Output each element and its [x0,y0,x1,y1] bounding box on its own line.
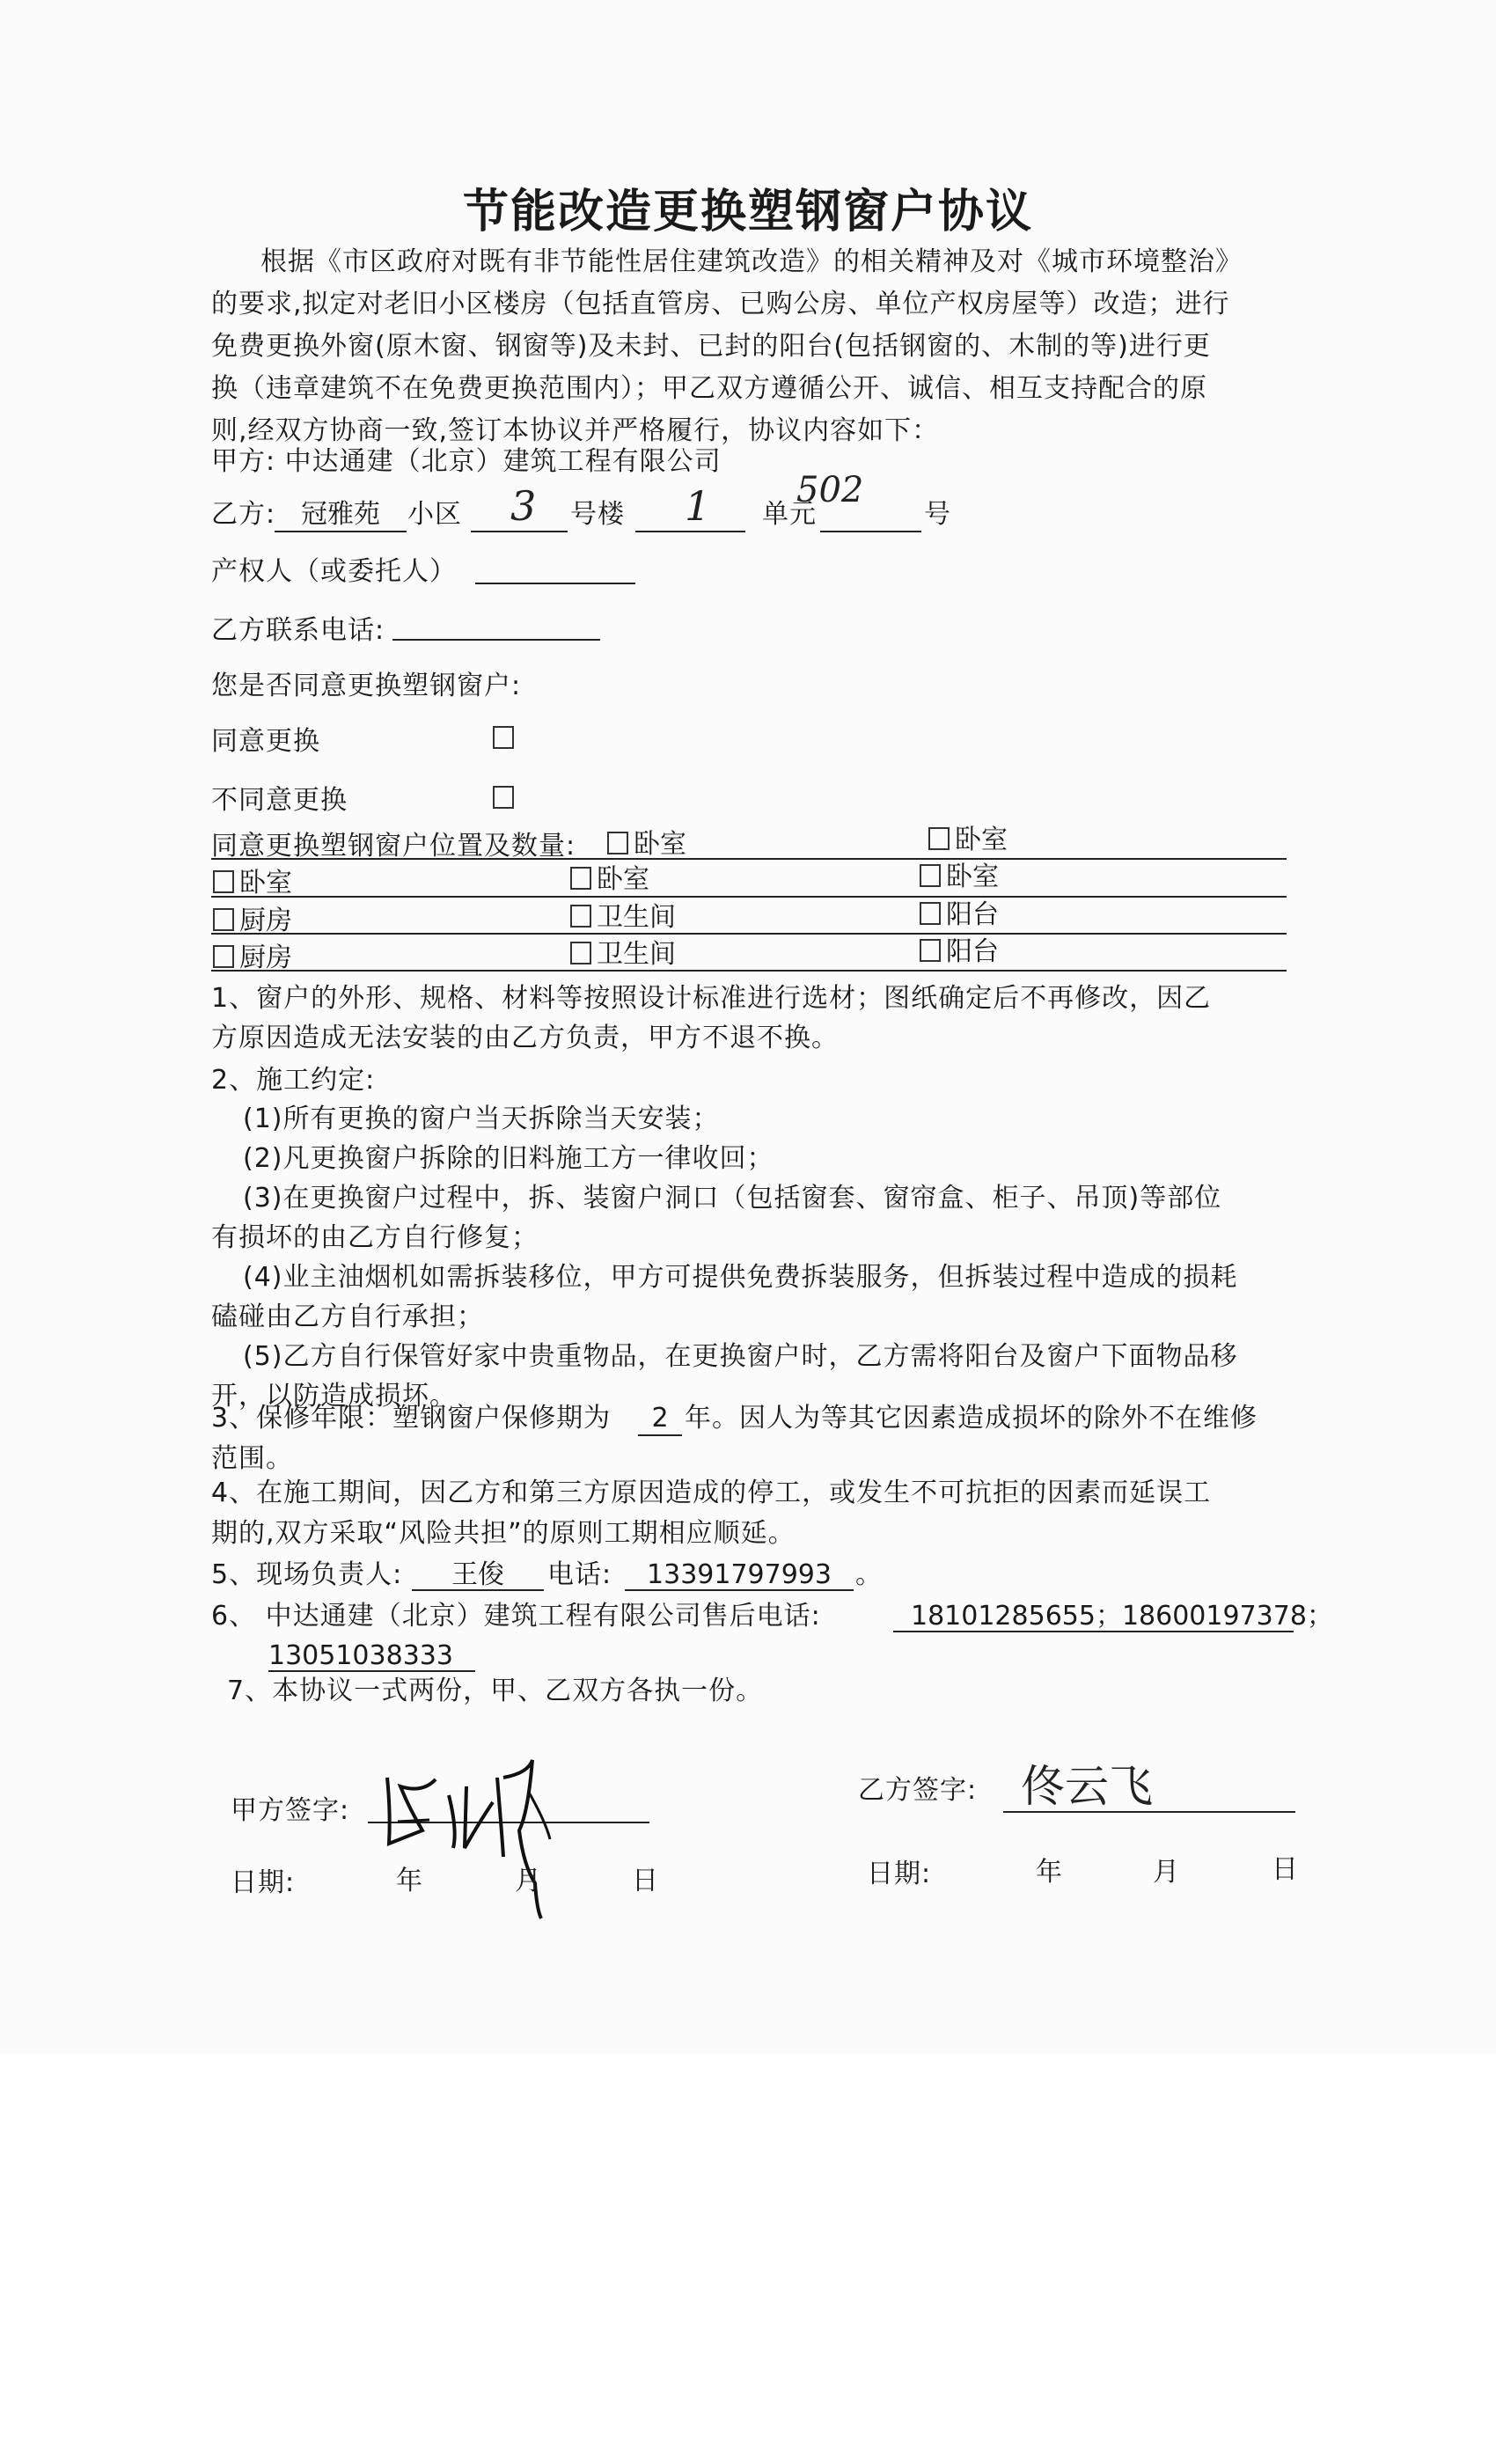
room-checkbox-6[interactable] [213,908,234,931]
clause-6-prefix: 6、 中达通建（北京）建筑工程有限公司售后电话: [211,1601,821,1632]
room-checkbox-8[interactable] [920,902,941,925]
party-a-date-label: 日期: [231,1867,296,1898]
site-manager-underline [412,1589,544,1591]
question-label: 您是否同意更换塑钢窗户: [211,671,522,701]
party-a-month: 月 [515,1866,542,1896]
disagree-label: 不同意更换 [211,785,348,816]
room-checkbox-10[interactable] [570,942,591,964]
clause-2-3-line-2: 有损坏的由乙方自行修复； [211,1222,539,1253]
party-a-day: 日 [632,1866,659,1896]
room-balcony-2: 阳台 [946,936,999,967]
clause-1-line-1: 1、窗户的外形、规格、材料等按照设计标准进行选材；图纸确定后不再修改，因乙 [211,983,1212,1014]
warranty-years: 2 [651,1403,669,1434]
intro-line-3: 免费更换外窗(原木窗、钢窗等)及未封、已封的阳台(包括钢窗的、木制的等)进行更 [211,331,1211,362]
site-phone-underline [625,1589,854,1591]
clause-2-4-line-1: (4)业主油烟机如需拆装移位，甲方可提供免费拆装服务，但拆装过程中造成的损耗 [243,1262,1238,1293]
site-phone: 13391797993 [647,1559,832,1590]
clause-2-4-line-2: 磕碰由乙方自行承担； [211,1302,484,1332]
intro-line-4: 换（违章建筑不在免费更换范围内）；甲乙双方遵循公开、诚信、相互支持配合的原 [211,373,1207,404]
room-bedroom-4: 卧室 [597,864,649,895]
community-name: 冠雅苑 [301,499,380,530]
room-checkbox-3[interactable] [213,870,234,893]
clause-7: 7、本协议一式两份，甲、乙双方各执一份。 [227,1676,764,1706]
owner-label: 产权人（或委托人） [211,556,457,587]
clause-2-5-line-2: 开，以防造成损坏。 [211,1381,457,1412]
clause-3-suffix: 年。因人为等其它因素造成损坏的除外不在维修 [685,1403,1258,1434]
clause-3-line-2: 范围。 [211,1443,293,1474]
phone-underline [392,639,600,641]
room-bedroom-2: 卧室 [955,825,1008,855]
room-checkbox-5[interactable] [920,864,941,887]
clause-2-3-line-1: (3)在更换窗户过程中，拆、装窗户洞口（包括窗套、窗帘盒、柜子、吊顶)等部位 [243,1183,1222,1214]
clause-5-prefix: 5、现场负责人: [211,1559,403,1590]
party-b-prefix: 乙方: [211,499,276,530]
room-bathroom-1: 卫生间 [597,902,676,933]
warranty-underline [638,1434,682,1436]
clause-4-line-1: 4、在施工期间，因乙方和第三方原因造成的停工，或发生不可抗拒的因素而延误工 [211,1478,1212,1508]
intro-line-1: 根据《市区政府对既有非节能性居住建筑改造》的相关精神及对《城市环境整治》 [260,246,1243,277]
after-sales-phones: 18101285655；18600197378； [911,1601,1333,1632]
room-bedroom-1: 卧室 [634,829,686,860]
room-checkbox-4[interactable] [570,867,591,890]
party-a-year: 年 [396,1866,423,1896]
clause-2: 2、施工约定: [211,1065,376,1096]
owner-underline [475,583,635,584]
room-checkbox-9[interactable] [213,945,234,968]
disagree-checkbox[interactable] [493,786,514,809]
room-checkbox-2[interactable] [928,827,950,850]
room-number: 502 [796,470,864,510]
rooms-line-1 [211,858,1287,860]
building-number: 3 [510,482,537,530]
phone-label: 乙方联系电话: [211,615,385,646]
party-b-signature: 佟云飞 [1021,1761,1153,1812]
room-balcony-1: 阳台 [946,899,999,930]
intro-line-5: 则,经双方协商一致,签订本协议并严格履行，协议内容如下： [211,415,940,446]
party-b-day: 日 [1272,1854,1299,1885]
community-suffix: 小区 [407,499,462,530]
clause-5-end: 。 [855,1559,883,1590]
rooms-line-4 [211,970,1287,972]
party-a-line: 甲方: 中达通建（北京）建筑工程有限公司 [211,446,722,477]
room-bedroom-3: 卧室 [239,868,292,898]
room-bedroom-5: 卧室 [946,862,999,892]
rooms-label: 同意更换塑钢窗户位置及数量: [211,831,576,862]
rooms-line-2 [211,896,1287,898]
site-phone-label: 电话: [547,1559,612,1590]
building-underline [471,531,568,532]
after-sales-phone-3-underline [268,1670,475,1672]
unit-underline [635,531,745,532]
room-suffix: 号 [924,499,951,530]
party-a-sign-label: 甲方签字: [231,1795,350,1826]
room-checkbox-1[interactable] [607,832,628,854]
clause-4-line-2: 期的,双方采取“风险共担”的原则工期相应顺延。 [211,1518,796,1549]
party-b-year: 年 [1036,1857,1063,1888]
room-kitchen-2: 厨房 [239,942,292,973]
agree-label: 同意更换 [211,726,320,757]
unit-suffix: 单元 [762,499,817,530]
rooms-line-3 [211,933,1287,935]
after-sales-phone-3: 13051038333 [268,1640,453,1671]
clause-1-line-2: 方原因造成无法安装的由乙方负责，甲方不退不换。 [211,1023,839,1053]
room-checkbox-7[interactable] [570,905,591,928]
agree-checkbox[interactable] [493,726,514,749]
clause-3-prefix: 3、保修年限：塑钢窗户保修期为 [211,1403,612,1434]
room-bathroom-2: 卫生间 [597,939,676,970]
room-kitchen-1: 厨房 [239,906,292,936]
community-underline [275,531,407,532]
room-checkbox-11[interactable] [920,939,941,962]
unit-number: 1 [685,482,711,530]
site-manager-name: 王俊 [451,1559,504,1590]
building-suffix: 号楼 [570,499,625,530]
party-b-sign-label: 乙方签字: [858,1775,978,1806]
clause-2-1: (1)所有更换的窗户当天拆除当天安装； [243,1104,720,1134]
party-b-month: 月 [1153,1857,1180,1888]
after-sales-underline [893,1631,1294,1632]
document-title: 节能改造更换塑钢窗户协议 [462,186,1033,238]
party-b-date-label: 日期: [867,1859,932,1889]
room-underline [820,531,921,532]
clause-2-5-line-1: (5)乙方自行保管好家中贵重物品，在更换窗户时，乙方需将阳台及窗户下面物品移 [243,1341,1238,1372]
intro-line-2: 的要求,拟定对老旧小区楼房（包括直管房、已购公房、单位产权房屋等）改造；进行 [211,289,1230,319]
clause-2-2: (2)凡更换窗户拆除的旧料施工方一律收回； [243,1143,774,1174]
